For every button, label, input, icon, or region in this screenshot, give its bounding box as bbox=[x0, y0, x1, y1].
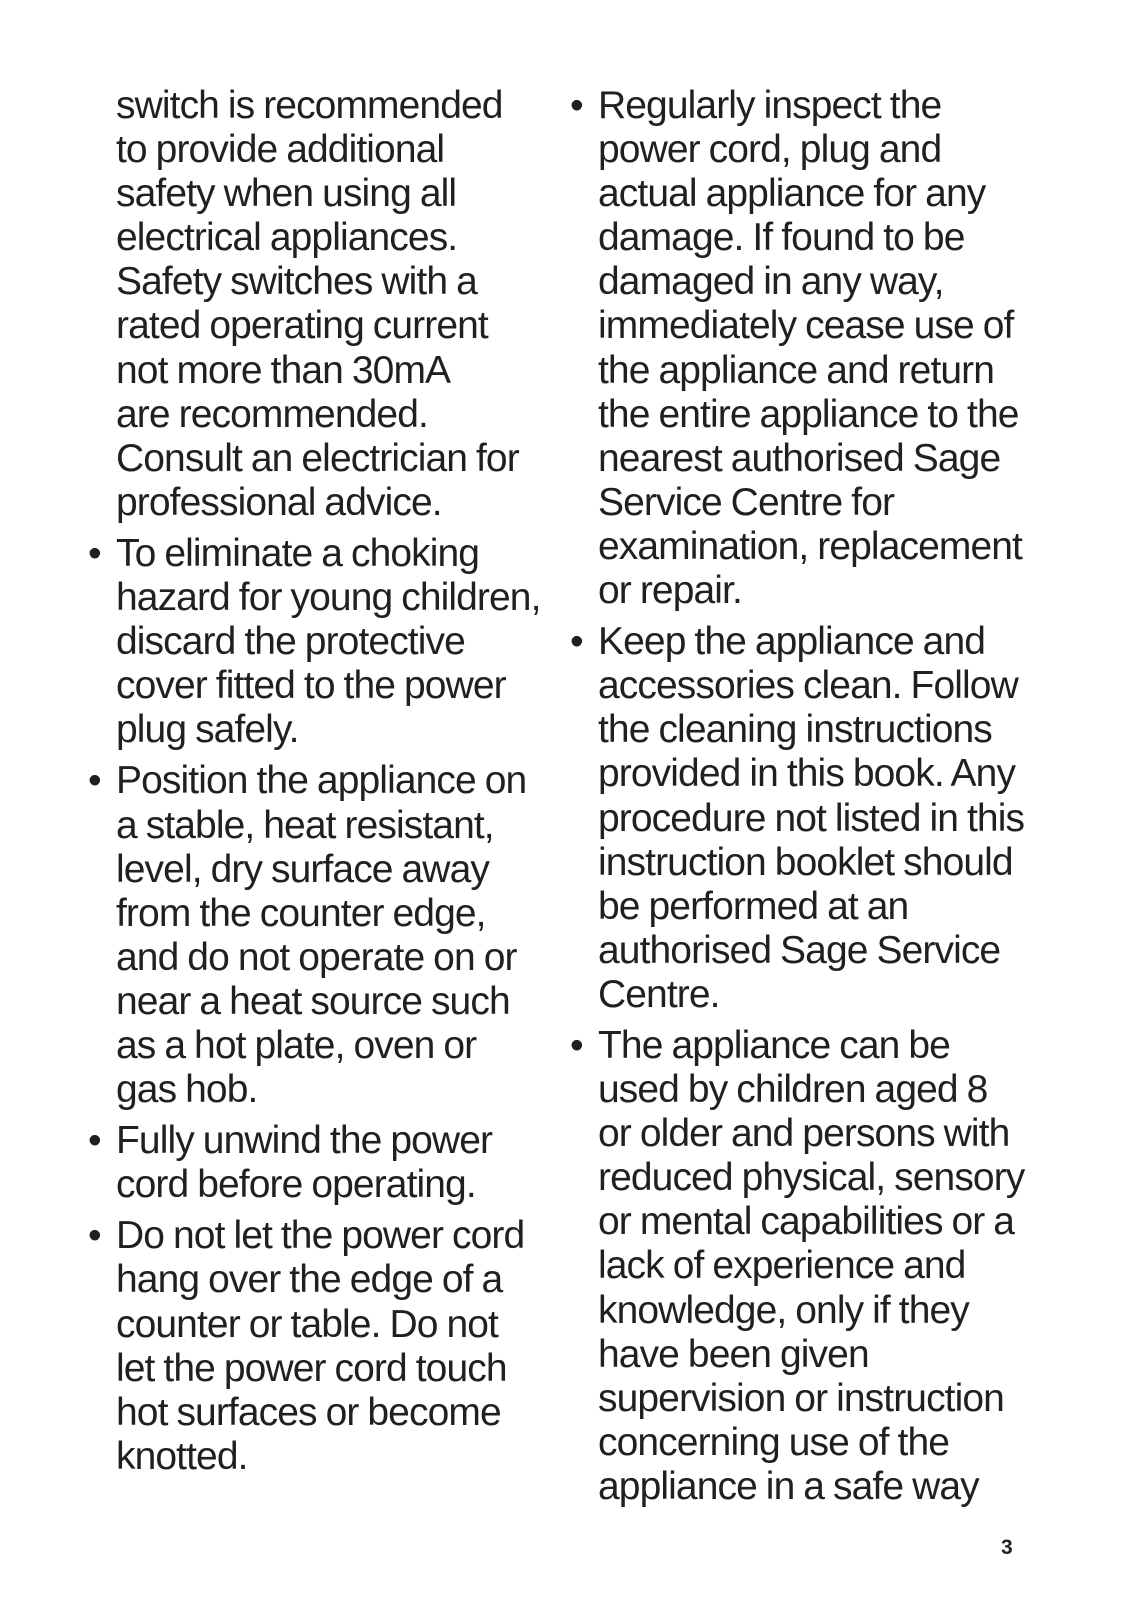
bullet-item-unwind-cord bbox=[88, 1119, 558, 1207]
left-column bbox=[88, 84, 558, 1486]
bullet-icon: • bbox=[88, 759, 101, 803]
bullet-item-text: Fully unwind the power cord before operating. bbox=[116, 1119, 493, 1207]
bullet-icon: • bbox=[88, 1119, 101, 1163]
bullet-item-text: The appliance can be used by children aged 8 or older and persons with reduced physical, sensory or mental capabilities or a lack of experience and knowledge, only if they have been given supervision or instruction concerning use of the appliance in a safe way bbox=[598, 1023, 1025, 1508]
bullet-icon: • bbox=[88, 531, 101, 575]
bullet-item-choking-hazard bbox=[88, 532, 558, 752]
bullet-item-text: Keep the appliance and accessories clean. Follow the cleaning instructions provided in this book. Any procedure not listed in this instruction booklet should be performed at an authorised Sage Service Centre. bbox=[598, 620, 1025, 1016]
bullet-item-position-appliance bbox=[88, 759, 558, 1112]
bullet-item-text: To eliminate a choking hazard for young children, discard the protective cover fitted to the power plug safely. bbox=[116, 531, 541, 752]
bullet-item-text: Position the appliance on a stable, heat resistant, level, dry surface away from the counter edge, and do not operate on or near a heat source such as a hot plate, oven or gas hob. bbox=[116, 759, 527, 1112]
page-number: 3 bbox=[1001, 1536, 1013, 1559]
continued-paragraph-text: switch is recommended to provide additional safety when using all electrical appliances. Safety switches with a rated operating current not more than 30mA are recommended. Consult an electrician for professional advice. bbox=[116, 84, 519, 524]
bullet-item-text: Do not let the power cord hang over the edge of a counter or table. Do not let the power cord touch hot surfaces or become knotted. bbox=[116, 1214, 525, 1478]
bullet-icon: • bbox=[570, 620, 583, 664]
bullet-item-keep-clean bbox=[570, 620, 1050, 1017]
bullet-item-inspect-cord bbox=[570, 84, 1050, 613]
bullet-item-text: Regularly inspect the power cord, plug and actual appliance for any damage. If found to be damaged in any way, immediately cease use of the appliance and return the entire appliance to the nearest authorised Sage Service Centre for examination, replacement or repair. bbox=[598, 84, 1022, 613]
continued-paragraph bbox=[88, 84, 558, 525]
bullet-icon: • bbox=[88, 1214, 101, 1258]
bullet-icon: • bbox=[570, 84, 583, 127]
bullet-item-children-use bbox=[570, 1024, 1050, 1509]
bullet-item-cord-hang bbox=[88, 1214, 558, 1479]
right-column bbox=[570, 84, 1050, 1516]
bullet-icon: • bbox=[570, 1023, 583, 1067]
